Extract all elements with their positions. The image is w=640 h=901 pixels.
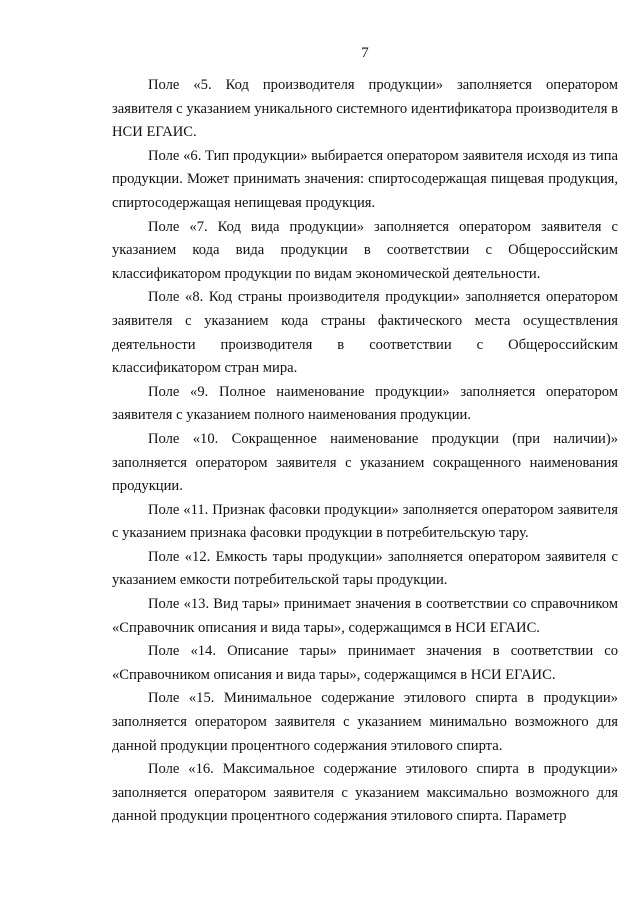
document-body (112, 74, 618, 829)
paragraph-field-14: Поле «14. Описание тары» принимает значения в соответствии со «Справочником описания и вида тары», содержащимся в НСИ ЕГАИС. (112, 643, 618, 683)
paragraph-field-7: Поле «7. Код вида продукции» заполняется оператором заявителя с указанием кода вида продукции в соответствии с Общероссийским классификатором продукции по видам экономической деятельности. (112, 218, 618, 282)
paragraph-field-16: Поле «16. Максимальное содержание этилового спирта в продукции» заполняется оператором заявителя с указанием максимально возможного для данной продукции процентного содержания этилового спирта. Параметр (112, 761, 618, 825)
paragraph-field-12: Поле «12. Емкость тары продукции» заполняется оператором заявителя с указанием емкости потребительской тары продукции. (112, 548, 618, 589)
paragraph-field-11: Поле «11. Признак фасовки продукции» заполняется оператором заявителя с указанием признака фасовки продукции в потребительскую тару. (112, 501, 618, 542)
paragraph-field-10: Поле «10. Сокращенное наименование продукции (при наличии)» заполняется оператором заявителя с указанием сокращенного наименования продукции. (112, 430, 618, 495)
paragraph-field-5: Поле «5. Код производителя продукции» заполняется оператором заявителя с указанием уникального системного идентификатора производителя в НСИ ЕГАИС. (112, 77, 618, 141)
paragraph-field-8: Поле «8. Код страны производителя продукции» заполняется оператором заявителя с указанием кода страны фактического места осуществления деятельности производителя в соответствии с Общероссийским классификатором стран мира. (112, 289, 618, 377)
paragraph-field-9: Поле «9. Полное наименование продукции» заполняется оператором заявителя с указанием полного наименования продукции. (112, 383, 618, 424)
paragraph-field-13: Поле «13. Вид тары» принимает значения в соответствии со справочником «Справочник описания и вида тары», содержащимся в НСИ ЕГАИС. (112, 596, 618, 636)
page-number: 7 (361, 45, 369, 61)
paragraph-field-6: Поле «6. Тип продукции» выбирается оператором заявителя исходя из типа продукции. Может принимать значения: спиртосодержащая пищевая продукция, спиртосодержащая непищевая продукция. (112, 147, 618, 211)
paragraph-field-15: Поле «15. Минимальное содержание этилового спирта в продукции» заполняется оператором заявителя с указанием минимально возможного для данной продукции процентного содержания этилового спирта. (112, 690, 618, 754)
